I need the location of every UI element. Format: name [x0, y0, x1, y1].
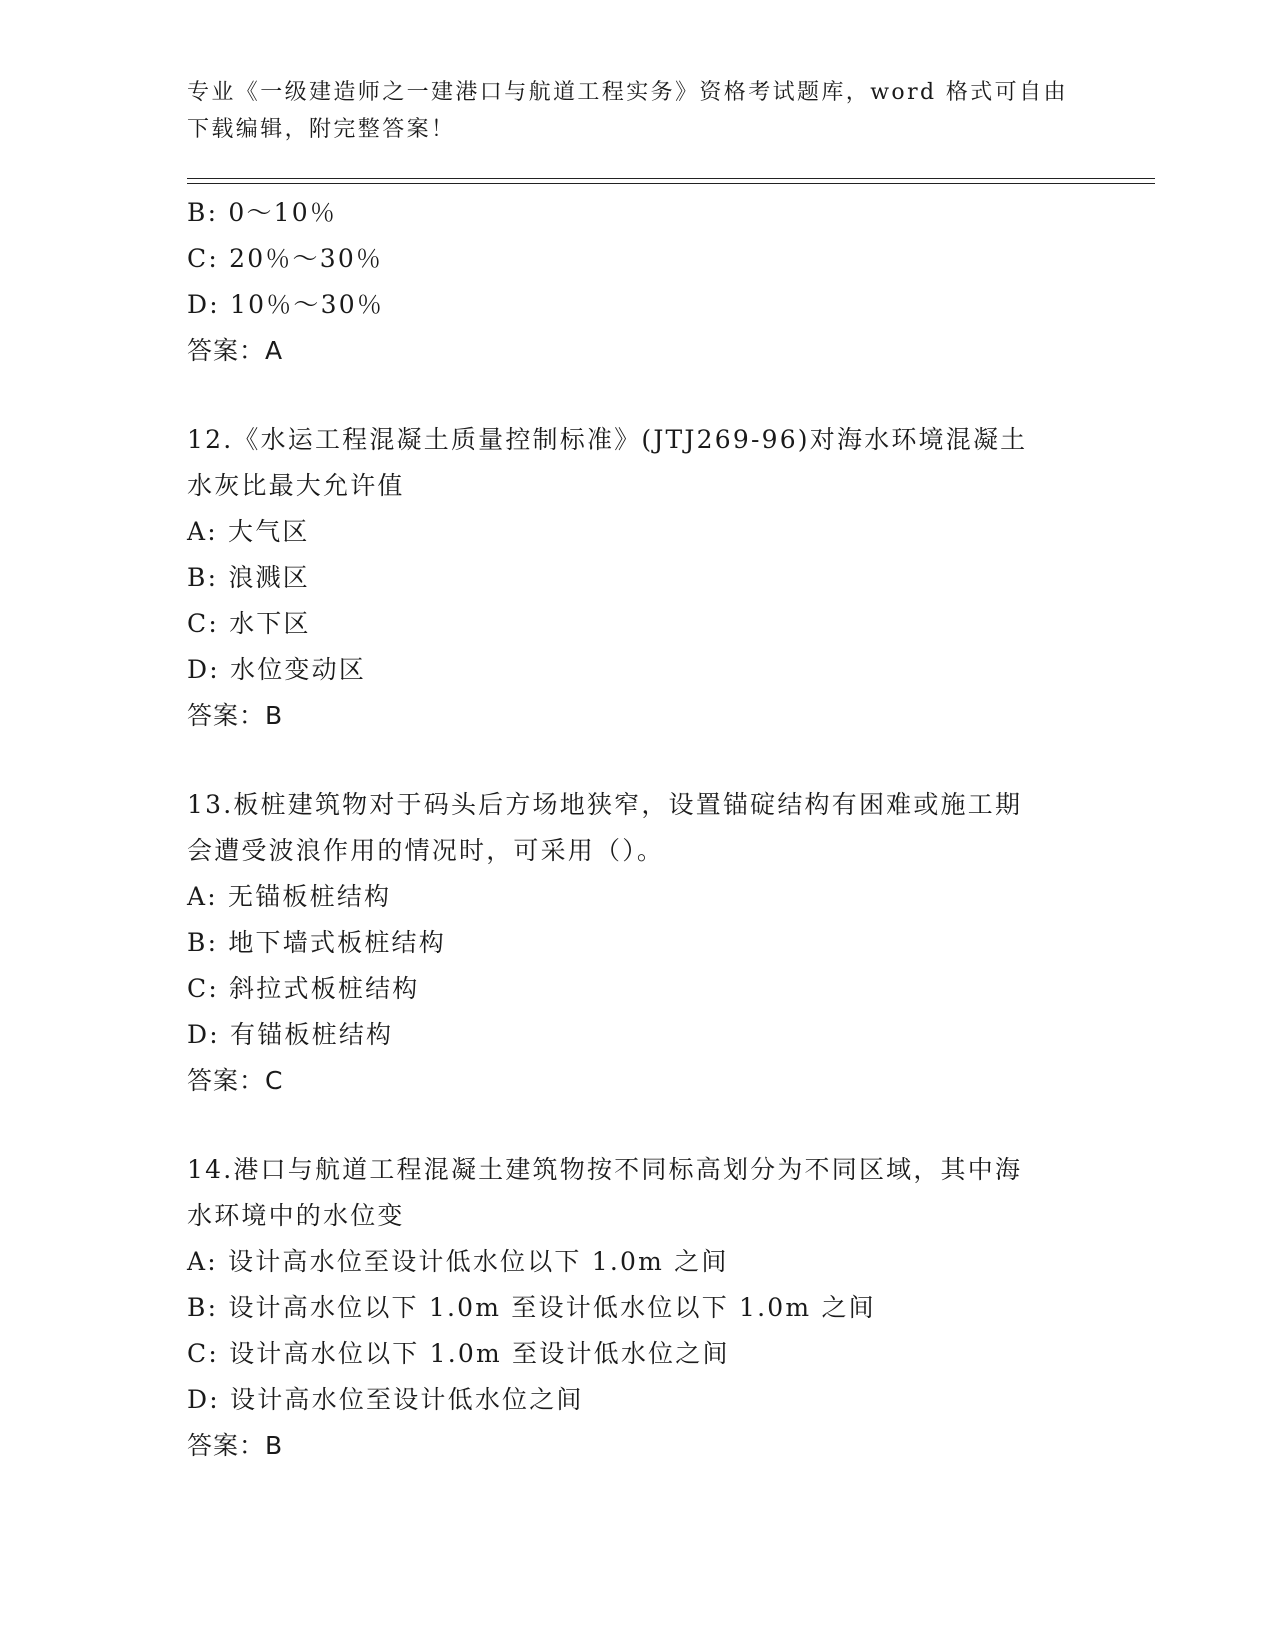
- question-stem-line: 13.板桩建筑物对于码头后方场地狭窄，设置锚碇结构有困难或施工期: [187, 790, 1023, 819]
- option-b: B: 浪溅区: [187, 563, 310, 592]
- option-d: D: 设计高水位至设计低水位之间: [187, 1385, 584, 1414]
- answer-label: 答案：A: [187, 336, 284, 365]
- option-d: D: 水位变动区: [187, 655, 367, 684]
- option-c: C: 水下区: [187, 609, 311, 638]
- option-b: B: 0～10％: [187, 198, 338, 227]
- option-b: B: 设计高水位以下 1.0m 至设计低水位以下 1.0m 之间: [187, 1293, 876, 1322]
- option-b: B: 地下墙式板桩结构: [187, 928, 446, 957]
- spacer: [187, 374, 1087, 417]
- spacer: [187, 739, 1087, 782]
- question-partial-11: [187, 190, 1087, 374]
- option-c: C: 斜拉式板桩结构: [187, 974, 420, 1003]
- question-14: [187, 1147, 1087, 1469]
- option-c: C: 20％～30％: [187, 244, 384, 273]
- question-13: [187, 782, 1087, 1104]
- question-stem-line: 14.港口与航道工程混凝土建筑物按不同标高划分为不同区域，其中海: [187, 1155, 1023, 1184]
- spacer: [187, 1104, 1087, 1147]
- question-stem-line: 水灰比最大允许值: [187, 471, 405, 500]
- option-d: D: 有锚板桩结构: [187, 1020, 394, 1049]
- question-12: [187, 417, 1087, 739]
- question-list: [187, 190, 1087, 1469]
- option-d: D: 10％～30％: [187, 290, 385, 319]
- answer-label: 答案：B: [187, 1431, 284, 1460]
- header-line-2: 下载编辑，附完整答案！: [187, 117, 456, 142]
- header-divider-top: [187, 178, 1155, 179]
- header-line-1: 专业《一级建造师之一建港口与航道工程实务》资格考试题库，word 格式可自由: [187, 80, 1068, 105]
- option-c: C: 设计高水位以下 1.0m 至设计低水位之间: [187, 1339, 730, 1368]
- option-a: A: 无锚板桩结构: [187, 882, 392, 911]
- answer-label: 答案：C: [187, 1066, 284, 1095]
- option-a: A: 大气区: [187, 517, 310, 546]
- answer-label: 答案：B: [187, 701, 284, 730]
- question-stem-line: 会遭受波浪作用的情况时，可采用（）。: [187, 836, 665, 865]
- header-divider-bottom: [187, 183, 1155, 184]
- option-a: A: 设计高水位至设计低水位以下 1.0m 之间: [187, 1247, 729, 1276]
- question-stem-line: 水环境中的水位变: [187, 1201, 405, 1230]
- question-stem-line: 12.《水运工程混凝土质量控制标准》(JTJ269-96)对海水环境混凝土: [187, 425, 1028, 454]
- document-header: [187, 74, 1087, 148]
